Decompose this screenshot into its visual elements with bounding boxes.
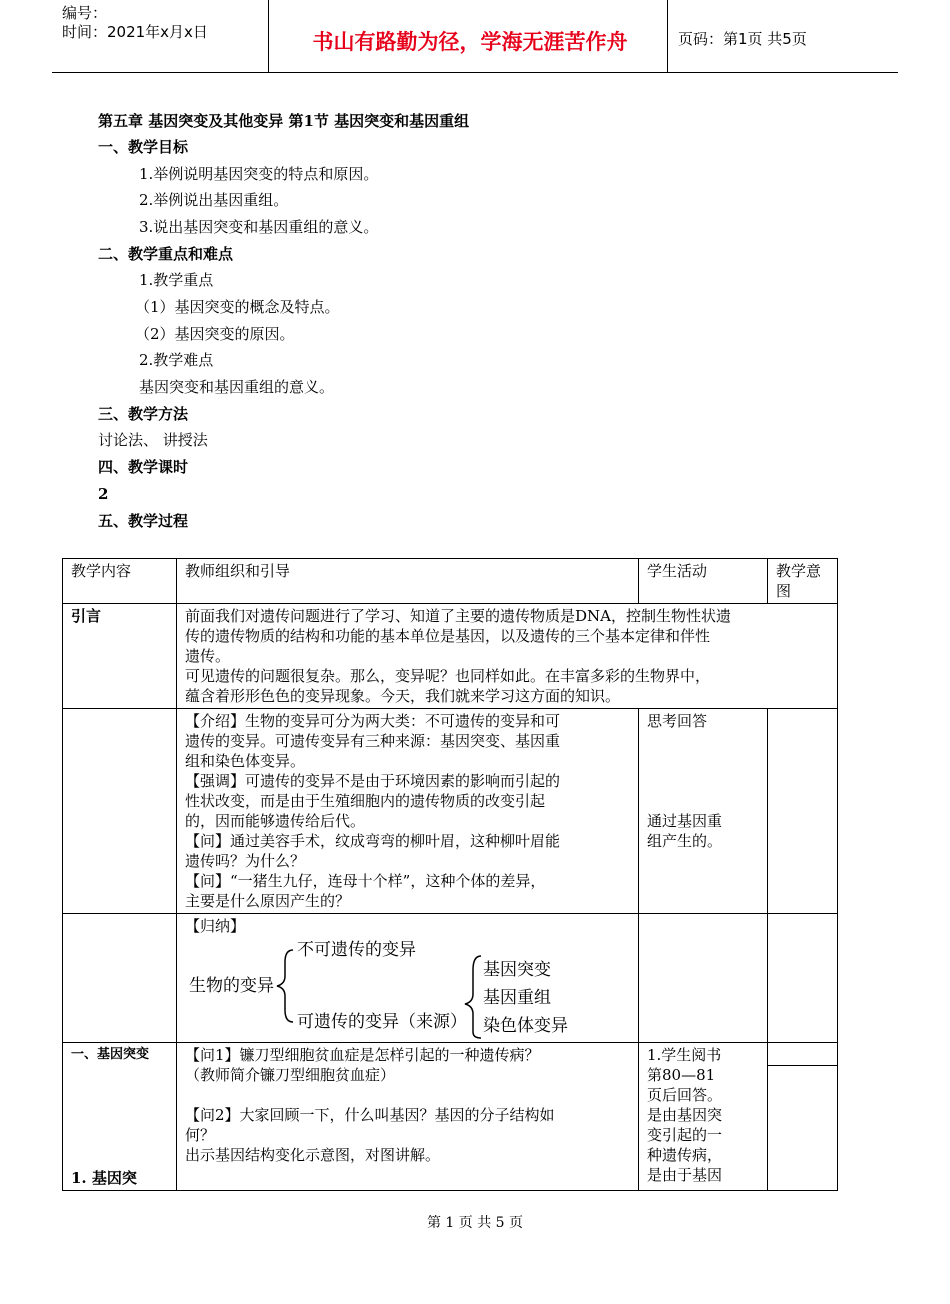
section-heading-hours: 四、教学课时 [98,458,189,476]
teacher-cell [177,709,639,914]
teacher-line: 【强调】可遗传的变异不是由于环境因素的影响而引起的 [185,772,561,790]
doc-time-label: 时间：2021年x月x日 [62,23,208,41]
student-cell [639,709,768,914]
teacher-line: 性状改变，而是由于生殖细胞内的遗传物质的改变引起 [185,792,546,810]
teacher-line: 遗传的变异。可遗传变异有三种来源：基因突变、基因重 [185,732,561,750]
teacher-cell [177,1043,639,1191]
teacher-line: 主要是什么原因产生的？ [185,892,351,910]
variation-diagram [185,938,625,1040]
table-header-row [63,559,838,604]
teacher-line: 遗传吗？为什么？ [185,852,306,870]
header-cell-student: 学生活动 [639,559,768,604]
student-line: 通过基因重 [647,812,723,830]
teacher-line: 【问2】大家回顾一下，什么叫基因？基因的分子结构如 [185,1106,555,1124]
table-row-intro [63,604,838,709]
diagram-heritable: 可遗传的变异（来源） [297,1012,467,1032]
empty-cell [768,914,838,1043]
teacher-line: 【问1】镰刀型细胞贫血症是怎样引起的一种遗传病？ [185,1046,540,1064]
header-cell-intent: 教学意图 [768,559,838,604]
hours-text: 2 [98,485,109,503]
student-line: 组产生的。 [647,832,723,850]
table-row-summary [63,914,838,1043]
key-point-item: （2）基因突变的原因。 [135,325,295,343]
student-cell [639,1043,768,1191]
intro-line: 遗传。 [185,647,231,665]
intent-cell-divider [768,1043,837,1066]
diagram-non-heritable: 不可遗传的变异 [297,940,416,960]
intro-text-cell [177,604,838,709]
diagram-source: 基因重组 [483,988,551,1008]
summary-cell [177,914,639,1043]
table-row-variation [63,709,838,914]
section-heading-methods: 三、教学方法 [98,405,189,423]
difficulty-label: 2.教学难点 [139,351,214,369]
header-meta [62,4,208,42]
empty-cell [639,914,768,1043]
summary-label: 【归纳】 [185,917,246,935]
row-label-intro: 引言 [63,604,177,709]
subsection-title: 1. 基因突 [71,1169,137,1187]
goal-item: 3.说出基因突变和基因重组的意义。 [139,218,379,236]
section-heading-goals: 一、教学目标 [98,138,189,156]
page-header [52,0,898,73]
page-footer: 第 1 页 共 5 页 [426,1215,524,1231]
methods-text: 讨论法、 讲授法 [98,431,208,449]
student-line: 第80—81 [647,1066,716,1084]
student-line: 是由于基因 [647,1166,723,1184]
brace-sources [465,956,481,1038]
table-row-mutation [63,1043,838,1191]
header-cell-teacher: 教师组织和引导 [177,559,639,604]
teacher-line: 何？ [185,1126,216,1144]
teacher-line: 出示基因结构变化示意图，对图讲解。 [185,1146,441,1164]
difficulty-text: 基因突变和基因重组的意义。 [139,378,335,396]
intro-line: 蕴含着形形色色的变异现象。今天，我们就来学习这方面的知识。 [185,687,621,705]
key-points-label: 1.教学重点 [139,271,214,289]
teacher-line: 的，因而能够遗传给后代。 [185,812,366,830]
teacher-spacer [185,1085,630,1105]
teacher-line: 组和染色体变异。 [185,752,306,770]
student-line: 1.学生阅书 [647,1046,722,1064]
chapter-title: 第五章 基因突变及其他变异 第1节 基因突变和基因重组 [98,112,470,130]
student-line: 是由基因突 [647,1106,723,1124]
doc-number-label: 编号： [62,4,108,22]
diagram-source: 基因突变 [483,960,551,980]
section-title-mutation: 一、基因突变 [71,1047,150,1062]
section-heading-process: 五、教学过程 [98,512,189,530]
diagram-root: 生物的变异 [189,976,274,996]
teacher-line: 【介绍】生物的变异可分为两大类：不可遗传的变异和可 [185,712,561,730]
student-line: 思考回答 [647,712,708,730]
intro-line: 前面我们对遗传问题进行了学习、知道了主要的遗传物质是DNA，控制生物性状遗 [185,607,731,625]
empty-cell [63,914,177,1043]
teacher-line: 【问】“一猪生九仔，连母十个样”，这种个体的差异， [185,872,546,890]
brace-root [277,950,293,1022]
section-heading-key-points: 二、教学重点和难点 [98,245,234,263]
student-line: 种遗传病， [647,1146,723,1164]
process-table [62,558,838,1191]
header-motto: 书山有路勤为径，学海无涯苦作舟 [312,30,628,54]
header-cell-content: 教学内容 [63,559,177,604]
intent-cell [768,1043,838,1191]
goal-item: 2.举例说出基因重组。 [139,191,289,209]
header-divider [268,0,269,72]
student-line: 页后回答。 [647,1086,723,1104]
teacher-line: （教师简介镰刀型细胞贫血症） [185,1066,396,1084]
intro-line: 传的遗传物质的结构和功能的基本单位是基因，以及遗传的三个基本定律和伴性 [185,627,711,645]
student-spacer [647,731,759,811]
empty-cell [768,709,838,914]
empty-cell [63,709,177,914]
diagram-source: 染色体变异 [483,1016,568,1036]
student-line: 变引起的一 [647,1126,723,1144]
goal-item: 1.举例说明基因突变的特点和原因。 [139,165,379,183]
mutation-label-cell [63,1043,177,1191]
key-point-item: （1）基因突变的概念及特点。 [135,298,340,316]
header-page-label: 页码：第1页 共5页 [678,30,807,48]
intro-line: 可见遗传的问题很复杂。那么，变异呢？也同样如此。在丰富多彩的生物界中， [185,667,711,685]
teacher-line: 【问】通过美容手术，纹成弯弯的柳叶眉，这种柳叶眉能 [185,832,561,850]
